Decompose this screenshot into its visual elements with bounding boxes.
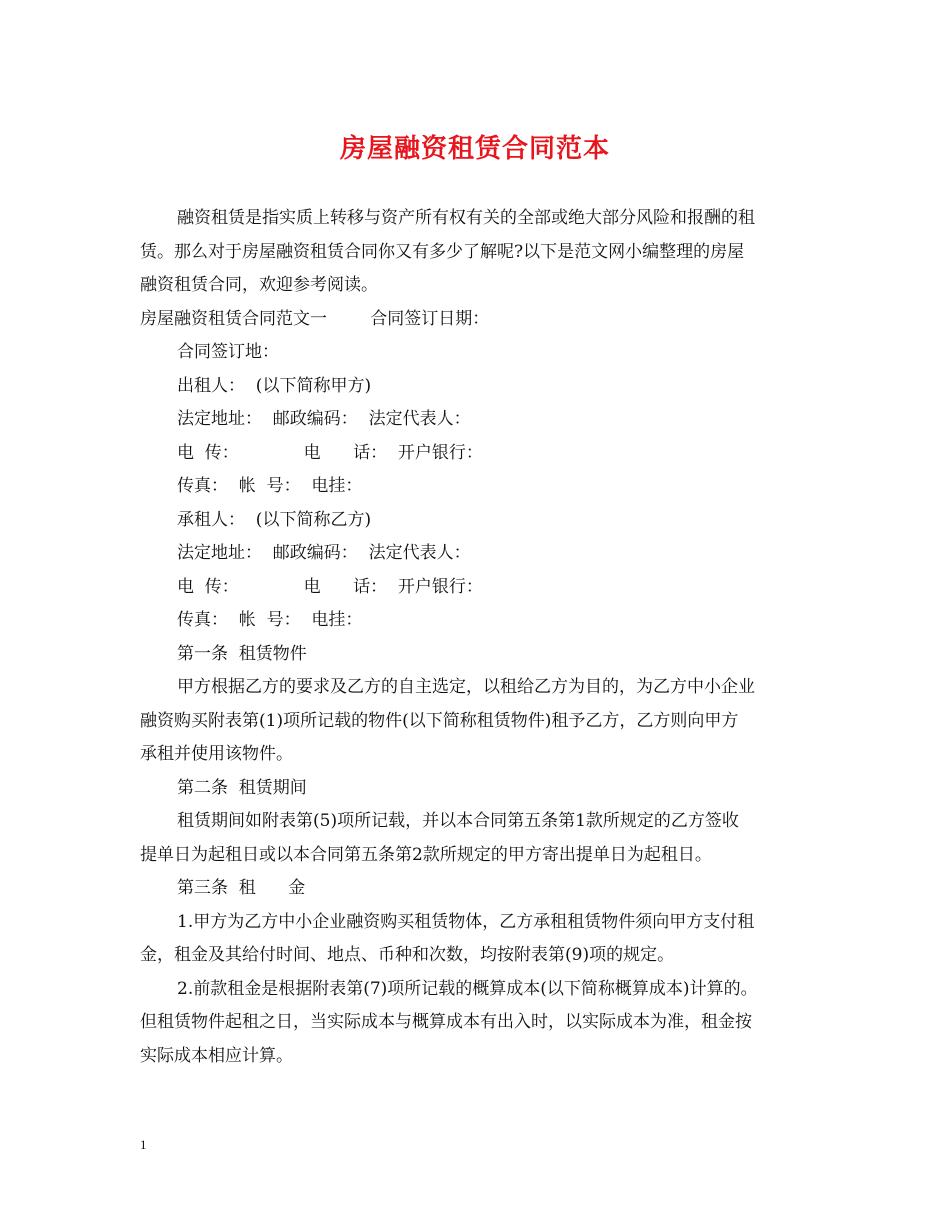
- paragraph-line: 承租并使用该物件。: [140, 744, 293, 764]
- paragraph-line: 房屋融资租赁合同范文一 合同签订日期：: [140, 308, 490, 329]
- document-title: 房屋融资租赁合同范本: [339, 134, 610, 164]
- paragraph-line: 融资租赁合同，欢迎参考阅读。: [140, 275, 378, 295]
- paragraph-line: 合同签订地：: [177, 342, 279, 362]
- paragraph-line: 出租人： (以下简称甲方): [177, 375, 372, 396]
- page-number: 1: [140, 1137, 147, 1152]
- paragraph-line: 传真： 帐 号： 电挂：: [177, 476, 363, 496]
- paragraph-line: 融资购买附表第(1)项所记载的物件(以下简称租赁物件)租予乙方，乙方则向甲方: [140, 710, 739, 731]
- paragraph-line: 法定地址： 邮政编码： 法定代表人：: [177, 543, 471, 563]
- paragraph-line: 提单日为起租日或以本合同第五条第2款所规定的甲方寄出提单日为起租日。: [140, 844, 712, 865]
- paragraph-line: 实际成本相应计算。: [140, 1045, 293, 1066]
- paragraph-line: 传真： 帐 号： 电挂：: [177, 610, 363, 630]
- paragraph-line: 赁。那么对于房屋融资租赁合同你又有多少了解呢?以下是范文网小编整理的房屋: [140, 241, 745, 262]
- paragraph-line: 承租人： (以下简称乙方): [177, 509, 372, 530]
- paragraph-line: 第三条 租 金: [177, 878, 306, 898]
- paragraph-line: 金，租金及其给付时间、地点、币种和次数，均按附表第(9)项的规定。: [140, 945, 675, 965]
- paragraph-line: 1.甲方为乙方中小企业融资购买租赁物体，乙方承租租赁物件须向甲方支付租: [177, 911, 755, 932]
- paragraph-line: 2.前款租金是根据附表第(7)项所记载的概算成本(以下简称概算成本)计算的。: [177, 978, 758, 999]
- paragraph-line: 融资租赁是指实质上转移与资产所有权有关的全部或绝大部分风险和报酬的租: [177, 208, 755, 228]
- paragraph-line: 甲方根据乙方的要求及乙方的自主选定，以租给乙方为目的，为乙方中小企业: [177, 677, 755, 697]
- paragraph-line: 电 传： 电 话： 开户银行：: [177, 576, 483, 597]
- paragraph-line: 第二条 租赁期间: [177, 777, 307, 798]
- paragraph-line: 电 传： 电 话： 开户银行：: [177, 442, 483, 463]
- paragraph-line: 租赁期间如附表第(5)项所记载，并以本合同第五条第1款所规定的乙方签收: [177, 811, 739, 831]
- document-body: [140, 202, 815, 1073]
- paragraph-line: 第一条 租赁物件: [177, 643, 307, 664]
- paragraph-line: 但租赁物件起租之日，当实际成本与概算成本有出入时，以实际成本为准，租金按: [140, 1012, 752, 1032]
- paragraph-line: 法定地址： 邮政编码： 法定代表人：: [177, 409, 471, 429]
